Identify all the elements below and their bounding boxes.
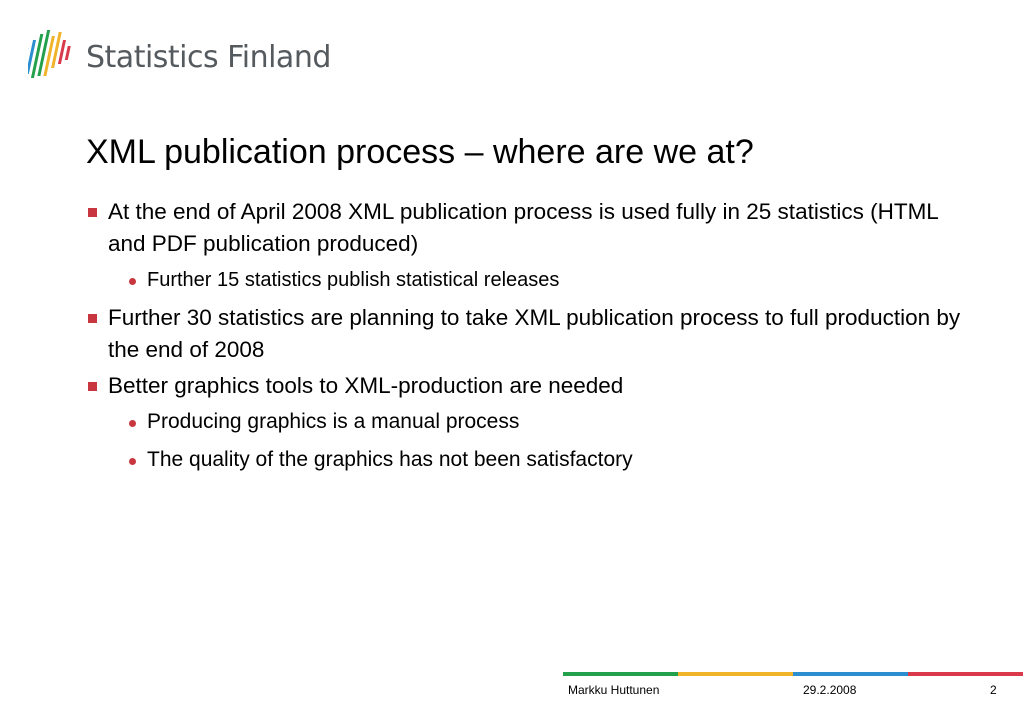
round-bullet-icon	[129, 458, 136, 465]
bullet-item	[86, 302, 966, 366]
sub-bullet-item	[86, 406, 966, 438]
bullet-item	[86, 196, 966, 296]
bullet-text: At the end of April 2008 XML publication process is used fully in 25 statistics (HTML and PDF publication produced)	[108, 199, 938, 256]
sub-bullet-text: The quality of the graphics has not been satisfactory	[147, 448, 633, 471]
statistics-finland-logo-mark-icon	[28, 26, 78, 90]
round-bullet-icon	[129, 278, 136, 285]
round-bullet-icon	[129, 420, 136, 427]
square-bullet-icon	[88, 382, 97, 391]
sub-bullet-list	[108, 264, 966, 296]
footer-bar-green	[563, 672, 678, 676]
square-bullet-icon	[88, 208, 97, 217]
square-bullet-icon	[88, 314, 97, 323]
sub-bullet-text: Further 15 statistics publish statistical releases	[147, 269, 560, 291]
footer-date: 29.2.2008	[803, 683, 857, 697]
footer-bar-red	[908, 672, 1023, 676]
sub-bullet-list	[108, 406, 966, 476]
sub-bullet-item	[86, 444, 966, 476]
bullet-item	[86, 370, 966, 476]
bullet-text: Better graphics tools to XML-production are needed	[108, 373, 624, 398]
footer-author: Markku Huttunen	[568, 683, 660, 697]
footer-page-number: 2	[990, 683, 997, 697]
sub-bullet-text: Producing graphics is a manual process	[147, 410, 520, 433]
slide-title: XML publication process – where are we at?	[86, 133, 754, 171]
sub-bullet-item	[86, 264, 966, 296]
bullet-list	[86, 196, 966, 482]
footer-bar-yellow	[678, 672, 793, 676]
footer-bar-blue	[793, 672, 908, 676]
statistics-finland-logo	[28, 26, 331, 90]
logo-wordmark: Statistics Finland	[86, 40, 331, 75]
bullet-text: Further 30 statistics are planning to take XML publication process to full production by the end of 2008	[108, 305, 961, 362]
